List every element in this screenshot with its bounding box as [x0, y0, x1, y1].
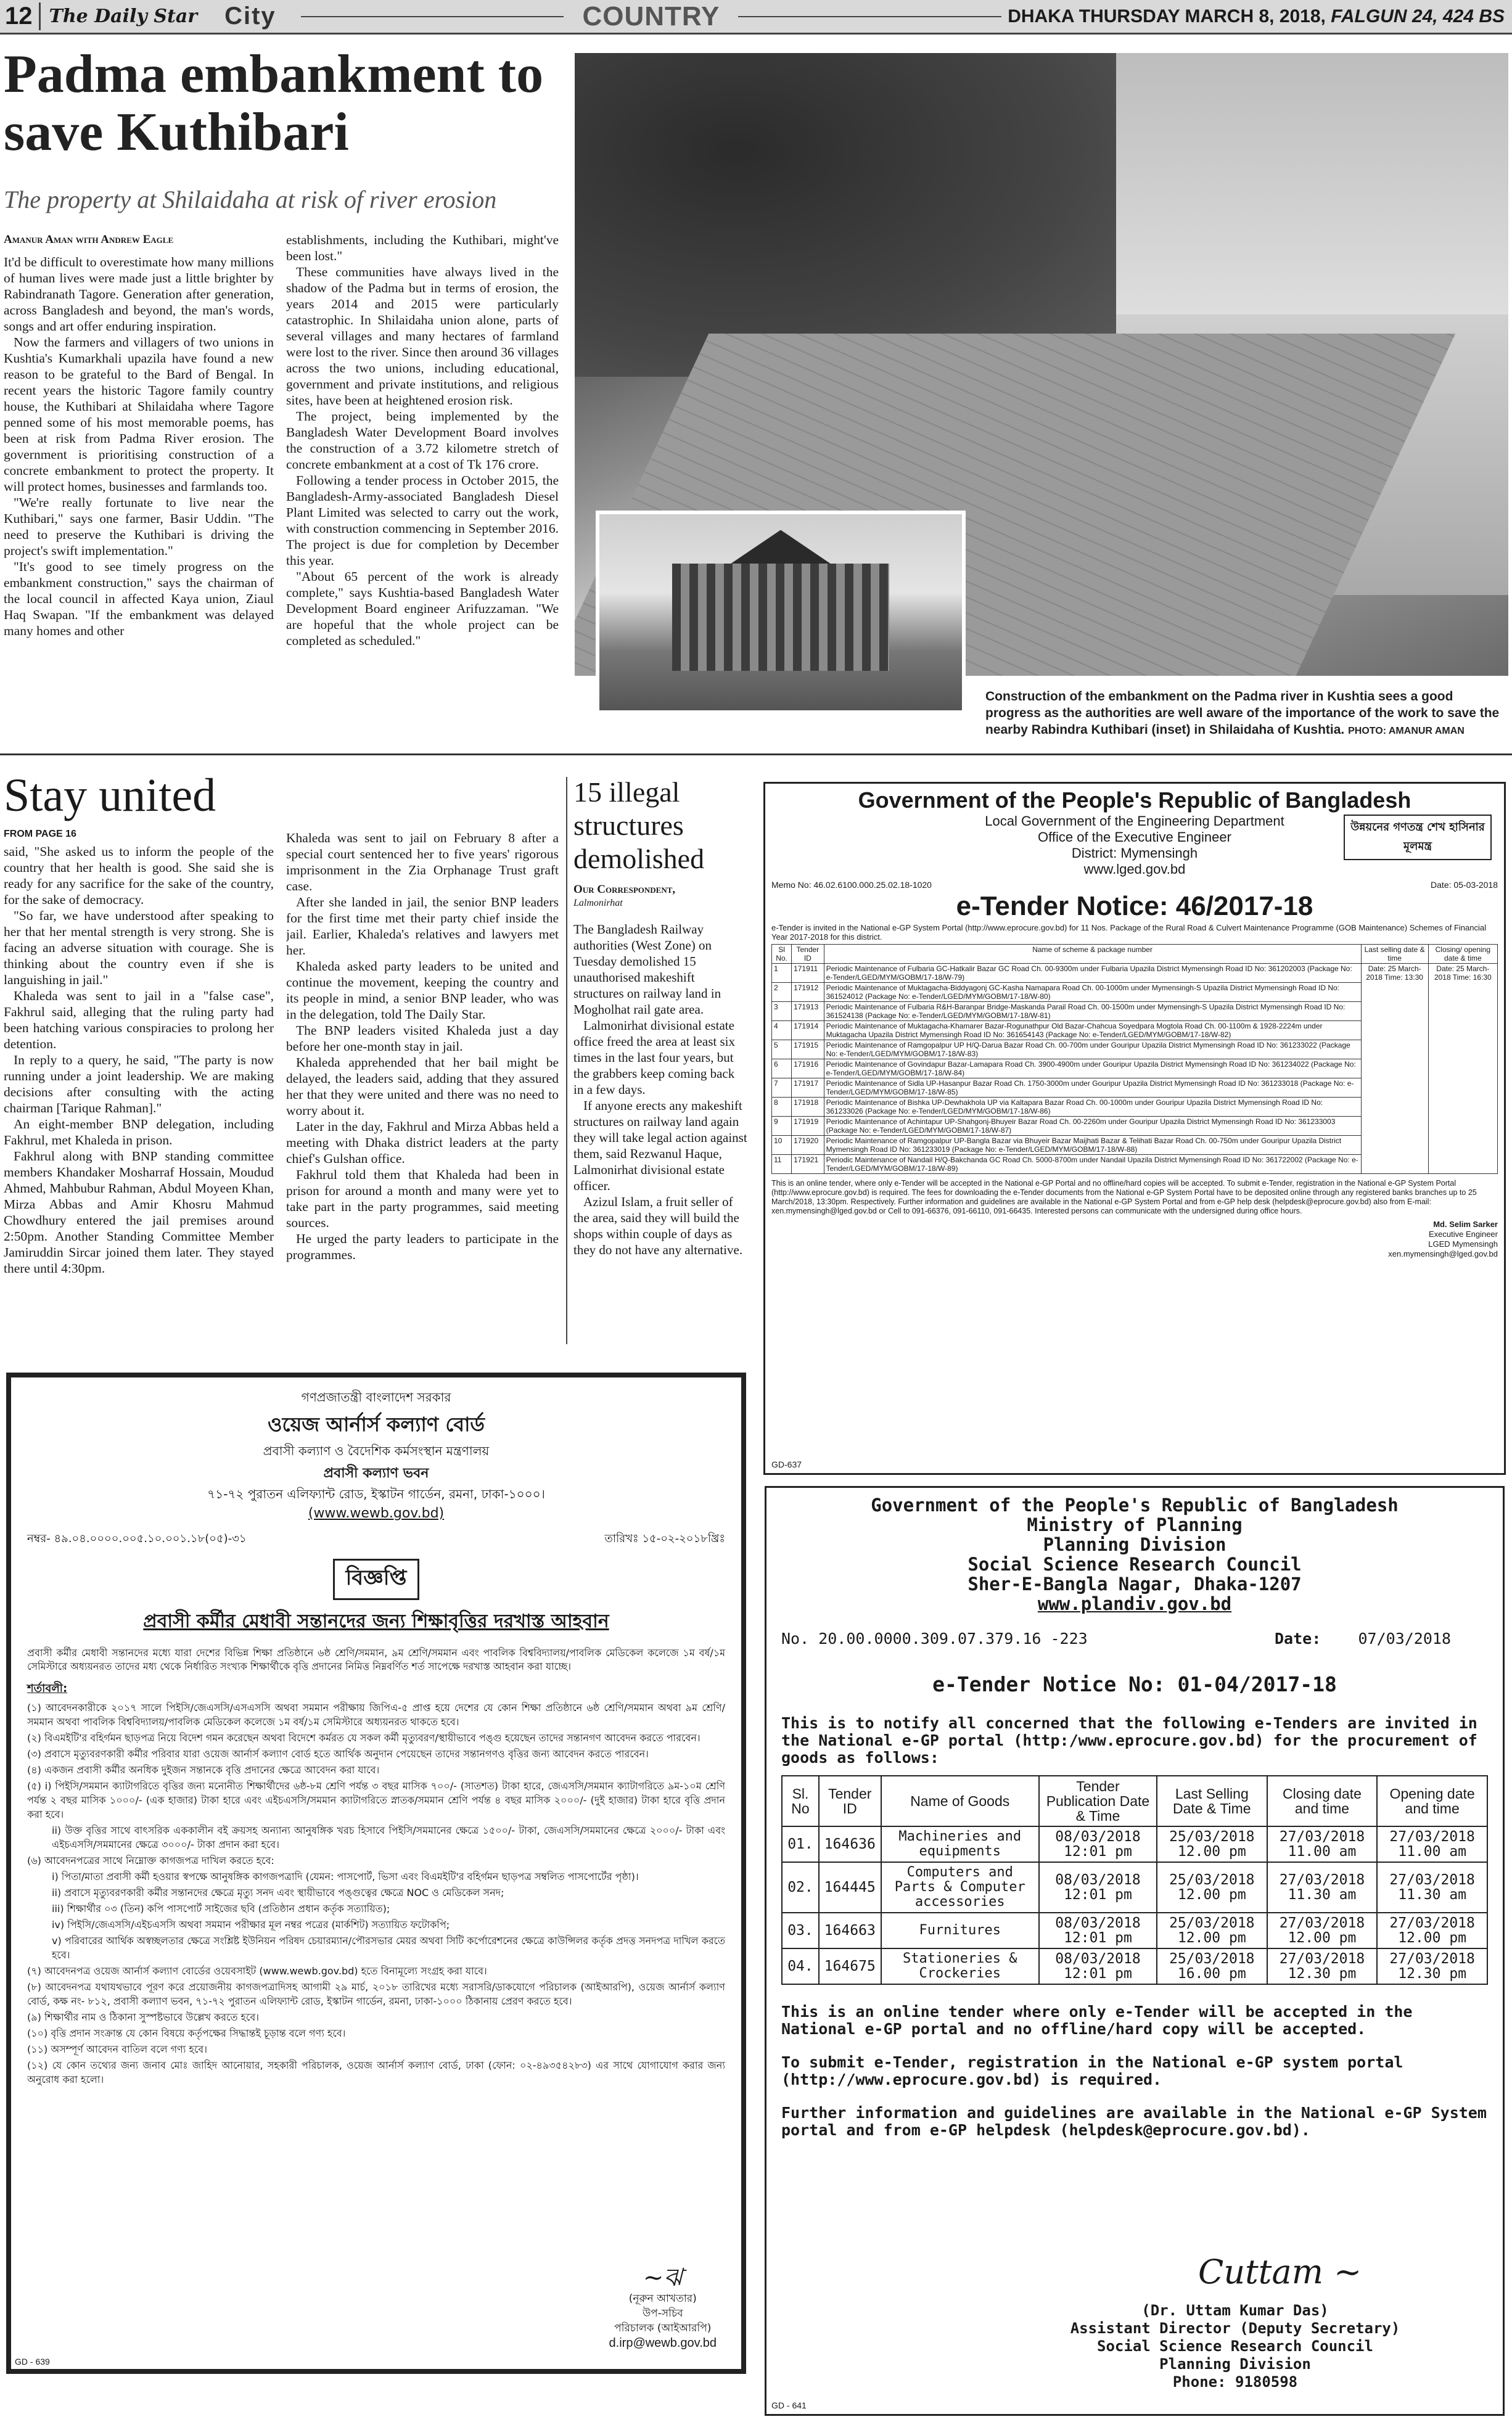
table-cell: 171913	[792, 1002, 824, 1021]
table-cell: 2	[772, 983, 792, 1002]
paragraph: "About 65 percent of the work is already complete," says Kushtia-based Bangladesh Water Development Board engineer Arifuzzaman. "We are hopeful that the whole project can be completed as scheduled."	[286, 569, 559, 648]
section-city: City	[224, 2, 276, 30]
condition-item: (১০) বৃত্তি প্রদান সংক্রান্ত যে কোন বিষয়ে কর্তৃপক্ষের সিদ্ধান্তই চূড়ান্ত বলে গণ্য হবে।	[27, 2027, 346, 2039]
table-cell: 25/03/2018 12.00 pm	[1157, 1862, 1267, 1913]
table-cell: Periodic Maintenance of Fulbaria GC-Hatkalir Bazar GC Road Ch. 00-9300m under Fulbaria Upazila District Mymensingh Road ID No: 361202003 (Package No: e-Tender/LGED/MYM/GOBM/17-18/W-79)	[824, 964, 1361, 983]
stay-column-2	[286, 830, 559, 1343]
table-row	[782, 1913, 1487, 1948]
table-cell: 08/03/2018 12:01 pm	[1039, 1913, 1157, 1948]
table-cell: 171919	[792, 1117, 824, 1136]
masthead: The Daily Star	[49, 6, 198, 27]
lged-memo: Memo No: 46.02.6100.000.25.02.18-1020	[771, 880, 932, 890]
column-header: Tender Publication Date & Time	[1039, 1776, 1157, 1826]
header-rule	[738, 16, 1001, 17]
condition-item: (৪) একজন প্রবাসী কর্মীর অনধিক দুইজন সন্তানকে বৃত্তি প্রদানের ক্ষেত্রে আবেদন করা যাবে।	[27, 1764, 380, 1776]
paragraph: Khaleda apprehended that her bail might be delayed, the leaders said, adding that they assured her that they were united and there was no need to worry about it.	[286, 1055, 559, 1118]
conditions-list	[27, 1699, 725, 2315]
paragraph: Now the farmers and villagers of two unions in Kushtia's Kumarkhali upazila have found a new reason to be grateful to the Bard of Bengal. In recent years the historic Tagore family country house, the Kuthibari at Shilaidaha where Tagore penned some of his most memorable poems, has been at risk from Padma River erosion. The government is prioritising construction of a concrete embankment to protect the property. It will protect homes, businesses and farmlands too.	[4, 335, 274, 494]
lged-gd-number: GD-637	[771, 1459, 802, 1469]
lged-footer-text: This is an online tender, where only e-Tender will be accepted in the National e-GP Portal and no offline/hard copies will be accepted. To submit e-Tender, registration in the National e-GP System Portal (http://www.eprocure.gov.bd) is required. The fees for downloading the e-Tender documents from the National e-GP System Portal have to be deposited online through any registered banks branches up to 25 March/2018, 13:30pm. Respectively. Further information and guidelines are available in the National e-GP System Portal and from e-GP help desk (helpdesk@eprocure.gov.bd) also from E-mail: xen.mymensingh@lged.gov.bd or Cell to 091-66376, 091-66110, 091-66435. Interested persons can communicate with the undersigned during office hours.	[771, 1179, 1477, 1215]
condition-item: (৫) i) পিইসি/সমমান ক্যাটাগরিতে বৃত্তির জন্য মনোনীত শিক্ষার্থীদের ৬ষ্ঠ-৮ম শ্রেণি পর্যন্ত ৩ বছর মাসিক ৭০০/- (সাতশত) টাকা হারে, জেএসসি/সমমান ক্যাটাগরিতে ৯ম-১০ম শ্রেণি পর্যন্ত ২ বছর মাসিক ১০০০/- (এক হাজার) টাকা হারে এবং এইচএসসি/সমমান ক্যাটাগরিতে স্নাতক/সমমান শ্রেণি পর্যন্ত ৪ বছর মাসিক ২০০০/- (দুই হাজার) টাকা হারে বৃত্তি প্রদান করা হবে।	[27, 1780, 725, 1820]
wewb-scholarship-notice	[6, 1373, 746, 2374]
paragraph: Following a tender process in October 2015, the Bangladesh-Army-associated Bangladesh Diesel Plant Limited was selected to carry out the work, with construction commencing in September 2016. The project is due for completion by December this year.	[286, 473, 559, 568]
table-cell: 8	[772, 1098, 792, 1117]
paragraph: Khaleda was sent to jail in a "false case", Fakhrul said, alleging that the ruling party had been hatching various conspiracies to prolong her detention.	[4, 988, 274, 1051]
table-cell: 171921	[792, 1155, 824, 1174]
column-rule	[566, 777, 567, 1344]
paragraph: After she landed in jail, the senior BNP leaders for the first time met their party chief inside the jail. Earlier, Khaleda's relatives and lawyers met her.	[286, 895, 559, 958]
wewb-url[interactable]: (www.wewb.gov.bd)	[308, 1506, 445, 1521]
column-header: Name of scheme & package number	[824, 945, 1361, 964]
ssrc-para-3: Further information and guidelines are available in the National e-GP System portal and from e-GP helpdesk (helpdesk@eprocure.gov.bd).	[781, 2104, 1487, 2139]
condition-item: (৬) আবেদনপত্রের সাথে নিম্নোক্ত কাগজপত্র দাখিল করতে হবে:	[27, 1855, 274, 1866]
kuthibari-inset-photo	[596, 511, 966, 714]
notice-heading: বিজ্ঞপ্তি	[333, 1559, 420, 1600]
table-cell: 171917	[792, 1078, 824, 1098]
issue-date: DHAKA THURSDAY MARCH 8, 2018, FALGUN 24, 424 BS	[1008, 6, 1505, 27]
column-header: Closing/ opening date & time	[1428, 945, 1497, 964]
table-cell: 171914	[792, 1021, 824, 1040]
table-cell: Periodic Maintenance of Achintapur UP-Shahgonj-Bhuyeir Bazar Road Ch. 00-2260m under Gouripur Upazila District Mymensingh Road ID No: 361233003 (Package No: e-Tender/LGED/MYM/GOBM/17-18/W-87)	[824, 1117, 1361, 1136]
ssrc-tender-notice	[765, 1486, 1505, 2416]
table-cell: Periodic Maintenance of Muktagacha-Khamarer Bazar-Rogunathpur Old Bazar-Chahcua Soyedpara Mogtola Road Ch. 00-1100m & 1928-2224m under Muktagacha Upazila District Mymensingh Road ID No: 361654143 (Package No: e-Tender/LGED/MYM/GOBM/17-18/W-82)	[824, 1021, 1361, 1040]
section-country: COUNTRY	[582, 1, 720, 31]
bn-signature: ~ঝ (নূরুন আখতার) উপ-সচিব পরিচালক (আইআরপি) d.irp@wewb.gov.bd	[609, 2264, 717, 2350]
paragraph: It'd be difficult to overestimate how many millions of human lives were made just a little brighter by Rabindranath Tagore. Generation after generation, across Bangladesh and beyond, the man's words, songs and art offer enduring inspiration.	[4, 255, 274, 334]
paragraph: Azizul Islam, a fruit seller of the area, said they will build the shops within couple of days as they do not have any alternative.	[573, 1194, 743, 1257]
divider	[0, 753, 1512, 755]
table-cell: 171911	[792, 964, 824, 983]
table-row	[782, 1948, 1487, 1984]
lead-headline: Padma embankment to save Kuthibari	[4, 44, 544, 162]
table-cell: Periodic Maintenance of Bishka UP-Dewhakhola UP via Kaltapara Bazar Road Ch. 00-1000m under Gouripur Upazila District Mymensingh Road ID No: 361233026 (Package No: e-Tender/LGED/MYM/GOBM/17-18/W-86)	[824, 1098, 1361, 1117]
table-cell: Date: 25 March-2018 Time: 13:30	[1361, 964, 1428, 1174]
ssrc-memo: No. 20.00.0000.309.07.379.16 -223	[781, 1630, 1088, 1648]
illegal-dateline: Lalmonirhat	[573, 898, 623, 908]
table-cell: Periodic Maintenance of Ramgopalpur UP H/Q-Darua Bazar Road Ch. 00-700m under Gouripur Upazila District Mymensingh Road ID No: 361233022 (Package No: e-Tender/LGED/MYM/GOBM/17-18/W-83)	[824, 1040, 1361, 1059]
table-cell: 08/03/2018 12:01 pm	[1039, 1948, 1157, 1984]
paragraph: The Bangladesh Railway authorities (West Zone) on Tuesday demolished 15 unauthorised makeshift structures on railway land in Mogholhat rail gate area.	[573, 922, 721, 1017]
ssrc-para-1: This is an online tender where only e-Tender will be accepted in the National e-GP portal and no offline/hard copy will be accepted.	[781, 2003, 1413, 2038]
paragraph: said, "She asked us to inform the people of the country that her health is good. She said she is ready for any sacrifice for the sake of the country, for the sake of democracy.	[4, 844, 274, 907]
table-cell: 25/03/2018 16.00 pm	[1157, 1948, 1267, 1984]
table-row	[772, 964, 1498, 983]
table-cell: 164675	[819, 1948, 881, 1984]
column-header: Tender ID	[792, 945, 824, 964]
handwritten-signature: Cuttam ~	[1198, 2252, 1362, 2291]
table-cell: 1	[772, 964, 792, 983]
paragraph: An eight-member BNP delegation, including Fakhrul, met Khaleda in prison.	[4, 1117, 274, 1147]
gov-line: গণপ্রজাতন্ত্রী বাংলাদেশ সরকার	[301, 1390, 451, 1405]
lged-title: Government of the People's Republic of Bangladesh	[858, 787, 1411, 813]
lged-notice-title: e-Tender Notice: 46/2017-18	[956, 891, 1313, 921]
table-cell: 03.	[782, 1913, 819, 1948]
condition-item: (২) বিএমইটি'র বহির্গমন ছাড়পত্র নিয়ে বিদেশ গমন করেছেন অথবা বিদেশে কর্মরত যে সকল কর্মী মৃত্যুবরণ/স্থায়ীভাবে পঙ্গু হয়েছেন তাদের সন্তানগণ আবেদন করতে পারবেন।	[27, 1732, 701, 1744]
paragraph: In reply to a query, he said, "The party is now running under a joint leadership. We are making decisions after consulting with the acting chairman [Tarique Rahman]."	[4, 1053, 274, 1115]
ssrc-gd-number: GD - 641	[771, 2400, 807, 2410]
paragraph: Fakhrul along with BNP standing committee members Khandaker Mosharraf Hossain, Moudud Ahmed, Mahbubur Rahman, Abdul Moyeen Khan, Mirza Abbas and Amir Khosru Mahmud Chowdhury entered the jail premises around 2:50pm. Another Standing Committee Member Jamiruddin Sircar joined them later. They stayed there until 4:30pm.	[4, 1149, 274, 1276]
table-cell: 11	[772, 1155, 792, 1174]
ssrc-intro: This is to notify all concerned that the following e-Tenders are invited in the National e-GP portal (http:/www.eprocure.gov.bd) for the procurement of goods as follows:	[781, 1714, 1477, 1767]
ssrc-table	[781, 1775, 1488, 1985]
table-cell: 171916	[792, 1059, 824, 1078]
illegal-byline: Our Correspondent,	[573, 883, 676, 896]
table-cell: 27/03/2018 11.00 am	[1267, 1826, 1378, 1862]
column-header: Last selling date & time	[1361, 945, 1428, 964]
table-cell: 10	[772, 1136, 792, 1155]
condition-item: (৮) আবেদনপত্র যথাযথভাবে পূরণ করে প্রয়োজনীয় কাগজপত্রাদিসহ আগামী ২৯ মার্চ, ২০১৮ তারিখের মধ্যে সরাসরি/ডাকযোগে পরিচালক (আইআরপি), ওয়েজ আর্নার্স কল্যাণ বোর্ড, কক্ষ নং- ৮১২, প্রবাসী কল্যাণ ভবন, ৭১-৭২ পুরাতন এলিফ্যান্ট রোড, ইস্কাটন গার্ডেন, রমনা, ঢাকা-১০০০ ঠিকানায় প্রেরণ করতে হবে।	[27, 1981, 725, 2007]
lged-signature: Md. Selim Sarker Executive Engineer LGED Mymensingh xen.mymensingh@lged.gov.bd	[1388, 1220, 1498, 1258]
lead-column-1	[4, 254, 274, 751]
table-cell: 25/03/2018 12.00 pm	[1157, 1913, 1267, 1948]
paragraph: Khaleda was sent to jail on February 8 after a special court sentenced her to five years' rigorous imprisonment in the Zia Orphanage Trust graft case.	[286, 831, 559, 893]
condition-item: iii) শিক্ষার্থীর ০৩ (তিন) কপি পাসপোর্ট সাইজের ছবি (প্রতিষ্ঠান প্রধান কর্তৃক সত্যায়িত);	[52, 1903, 390, 1915]
table-row	[782, 1826, 1487, 1862]
table-cell: 171920	[792, 1136, 824, 1155]
condition-item: (১১) অসম্পূর্ণ আবেদন বাতিল বলে গণ্য হবে।	[27, 2043, 207, 2055]
bn-intro: প্রবাসী কর্মীর মেধাবী সন্তানদের মধ্যে যারা দেশের বিভিন্ন শিক্ষা প্রতিষ্ঠানে ৬ষ্ঠ শ্রেণি/সমমান, ৯ম শ্রেণি/সমমান এবং পাবলিক বিশ্ববিদ্যালয়/পাবলিক মেডিকেল কলেজে ১ম বর্ষ/১ম সেমিস্টারে অধ্যয়নরত তাদের মধ্য থেকে নির্ধারিত সংখ্যক শিক্ষার্থীকে বৃত্তি প্রদানের নিমিত্ত নিম্নবর্ণিত শর্ত সাপেক্ষে দরখাস্ত আহবান করা যাচ্ছে।	[27, 1647, 725, 1672]
conditions-heading: শর্তাবলী:	[27, 1682, 68, 1695]
table-cell: 171912	[792, 983, 824, 1002]
column-header: Opening date and time	[1377, 1776, 1487, 1826]
column-header: Name of Goods	[881, 1776, 1039, 1826]
table-cell: Periodic Maintenance of Sidla UP-Hasanpur Bazar Road Ch. 1750-3000m under Gouripur Upazila District Mymensingh Road ID No: 361233018 (Package No: e-Tender/LGED/MYM/GOBM/17-18/W-85)	[824, 1078, 1361, 1098]
paragraph: He urged the party leaders to participate in the programmes.	[286, 1231, 559, 1262]
ministry-line: প্রবাসী কল্যাণ ও বৈদেশিক কর্মসংস্থান মন্ত্রণালয়	[263, 1443, 490, 1458]
stay-column-1	[4, 844, 274, 1343]
ssrc-header: Government of the People's Republic of Bangladesh Ministry of Planning Planning Division Social Science Research Council Sher-E-Bangla Nagar, Dhaka-1207 www.plandiv.gov.bd	[781, 1495, 1488, 1614]
condition-item: (১২) যে কোন তথ্যের জন্য জনাব মোঃ জাহিদ আনোয়ার, সহকারী পরিচালক, ওয়েজ আর্নার্স কল্যাণ বোর্ড, ঢাকা (ফোন: ০২-৪৯৩৫৪২৮৩) এর সাথে যোগাযোগ করার জন্য অনুরোধ করা হলো।	[27, 2059, 725, 2085]
table-cell: Periodic Maintenance of Muktagacha-Biddyagonj GC-Kasha Namapara Road Ch. 00-1000m under Mymensingh-S Upazila District Mymensingh Road ID No: 361524012 (Package No: e-Tender/LGED/MYM/GOBM/17-18/W-80)	[824, 983, 1361, 1002]
column-header: Last Selling Date & Time	[1157, 1776, 1267, 1826]
photo-credit: PHOTO: AMANUR AMAN	[1348, 726, 1465, 736]
lged-tender-notice	[763, 782, 1506, 1475]
table-cell: 25/03/2018 12.00 pm	[1157, 1826, 1267, 1862]
table-cell: Periodic Maintenance of Govindapur Bazar-Lamapara Road Ch. 3900-4900m under Gouripur Upazila District Mymensingh Road ID No: 361234022 (Package No: e-Tender/LGED/MYM/GOBM/17-18/W-84)	[824, 1059, 1361, 1078]
lged-date: Date: 05-03-2018	[1431, 880, 1498, 890]
paragraph: "It's good to see timely progress on the embankment construction," says the chairman of the local council in affected Kaya union, Ziaul Haq Swapan. "If the embankment was delayed many homes and other	[4, 559, 274, 638]
table-cell: Periodic Maintenance of Nandail H/Q-Bakchanda GC Road Ch. 5000-8700m under Nandail Upazila District Mymensingh Road ID No: 361722002 (Package No: e-Tender/LGED/MYM/GOBM/17-18/W-89)	[824, 1155, 1361, 1174]
table-cell: 01.	[782, 1826, 819, 1862]
column-header: Closing date and time	[1267, 1776, 1378, 1826]
table-row	[782, 1862, 1487, 1913]
illegal-body	[573, 921, 747, 1347]
paragraph: The project, being implemented by the Bangladesh Water Development Board involves the construction of a 3.72 kilometre stretch of concrete embankment at a cost of Tk 176 crore.	[286, 409, 559, 472]
stay-headline: Stay united	[4, 770, 216, 821]
table-cell: 27/03/2018 12.00 pm	[1267, 1913, 1378, 1948]
condition-item: v) পরিবারের আর্থিক অস্বচ্ছলতার ক্ষেত্রে সংশ্লিষ্ট ইউনিয়ন পরিষদ চেয়ারম্যান/পৌরসভার মেয়র অথবা সিটি কর্পোরেশনের ক্ষেত্রে কাউন্সিলর কর্তৃক প্রদত্ত সনদপত্র দাখিল করতে হবে।	[52, 1935, 725, 1961]
lged-office: Local Government of the Engineering Department Office of the Executive Engineer District: Mymensingh www.lged.gov.bd	[985, 813, 1284, 877]
ssrc-para-2: To submit e-Tender, registration in the National e-GP system portal (http://www.eprocure.gov.bd) is required.	[781, 2053, 1403, 2088]
lged-table	[771, 944, 1498, 1174]
condition-item: i) পিতা/মাতা প্রবাসী কর্মী হওয়ার স্বপক্ষে আনুষঙ্গিক কাগজপত্রাদি (যেমন: পাসপোর্ট, ভিসা এবং বিএমইটি'র বহির্গমন ছাড়পত্র সম্বলিত পাসপোর্টের পৃষ্ঠা)।	[52, 1871, 639, 1882]
condition-item: iv) পিইসি/জেএসসি/এইচএসসি অথবা সমমান পরীক্ষার মূল নম্বর পত্রের (মার্কশিট) সত্যায়িত ফটোকপি;	[52, 1919, 450, 1931]
paragraph: "So far, we have understood after speaking to her that her mental strength is very strong. She is facing an adverse situation with courage. She is thinking about the country even if she is languishing in jail."	[4, 908, 274, 987]
table-cell: 5	[772, 1040, 792, 1059]
lged-intro: e-Tender is invited in the National e-GP System Portal (http://www.eprocure.gov.bd) for 11 Nos. Package of the Rural Road & Culvert Maintenance Programme (GOB Maintenance) Schemes of Financial Year 2017-2018 for this district.	[771, 923, 1486, 942]
condition-item: ii) প্রবাসে মৃত্যুবরণকারী কর্মীর সন্তানদের ক্ষেত্রে মৃত্যু সনদ এবং স্থায়ীভাবে পঙ্গুত্বের ক্ষেত্রে NOC ও মেডিকেল সনদ;	[52, 1887, 504, 1899]
paragraph: The BNP leaders visited Khaleda just a day before her one-month stay in jail.	[286, 1023, 559, 1054]
page-number: 12	[0, 2, 41, 30]
table-cell: 08/03/2018 12:01 pm	[1039, 1862, 1157, 1913]
page-header	[0, 0, 1512, 35]
paragraph: Later in the day, Fakhrul and Mirza Abbas held a meeting with Dhaka district leaders at the party chief's Gulshan office.	[286, 1119, 559, 1166]
condition-item: (১) আবেদনকারীকে ২০১৭ সালে পিইসি/জেএসসি/এসএসসি অথবা সমমান পরীক্ষায় জিপিএ-৫ প্রাপ্ত হয়ে দেশের যে কোন শিক্ষা প্রতিষ্ঠানে ৬ষ্ঠ শ্রেণি/সমমান অথবা ৯ম শ্রেণি/সমমান অথবা পাবলিক বিশ্ববিদ্যালয়/পাবলিক মেডিকেল কলেজে ১ম বর্ষ/১ম সেমিস্টারে অধ্যয়নরত থাকতে হবে।	[27, 1702, 725, 1728]
table-cell: 7	[772, 1078, 792, 1098]
table-cell: 9	[772, 1117, 792, 1136]
column-header: Tender ID	[819, 1776, 881, 1826]
paragraph: If anyone erects any makeshift structures on railway land again they will take legal action against them, said Rezwanul Haque, Lalmonirhat divisional estate officer.	[573, 1098, 747, 1193]
table-cell: Computers and Parts & Computer accessories	[881, 1862, 1039, 1913]
photo-caption: Construction of the embankment on the Padma river in Kushtia sees a good progress as the authorities are well aware of the importance of the work to save the nearby Rabindra Kuthibari (inset) in Shilaidaha of Kushtia. PHOTO: AMANUR AMAN	[985, 689, 1500, 737]
table-cell: Date: 25 March-2018 Time: 16:30	[1428, 964, 1497, 1174]
office-line: প্রবাসী কল্যাণ ভবন	[323, 1466, 429, 1481]
table-cell: 27/03/2018 11.00 am	[1377, 1826, 1487, 1862]
header-rule	[301, 16, 564, 17]
table-cell: 27/03/2018 12.30 pm	[1377, 1948, 1487, 1984]
condition-item: (৭) আবেদনপত্র ওয়েজ আর্নার্স কল্যাণ বোর্ডের ওয়েবসাইট (www.wewb.gov.bd) হতে বিনামূল্যে সংগ্রহ করা যাবে।	[27, 1965, 487, 1977]
bn-memo: নম্বর- ৪৯.০৪.০০০০.০০৫.১০.০০১.১৮(০৫)-৩১	[27, 1532, 247, 1545]
table-cell: 02.	[782, 1862, 819, 1913]
board-name: ওয়েজ আর্নার্স কল্যাণ বোর্ড	[268, 1413, 485, 1436]
table-cell: Furnitures	[881, 1913, 1039, 1948]
ssrc-url[interactable]: www.plandiv.gov.bd	[1037, 1593, 1232, 1614]
condition-item: (৯) শিক্ষার্থীর নাম ও ঠিকানা সুস্পষ্টভাবে উল্লেখ করতে হবে।	[27, 2011, 260, 2023]
table-cell: Periodic Maintenance of Fulbaria R&H-Baranpar Bridge-Maskanda Parail Road Ch. 00-1500m under Mymensingh-S Upazila District Mymensingh Road ID No: 361524138 (Package No: e-Tender/LGED/MYM/GOBM/17-18/W-81)	[824, 1002, 1361, 1021]
jump-line: FROM PAGE 16	[4, 829, 76, 839]
paragraph: Khaleda asked party leaders to be united and continue the movement, keeping the country and its people in mind, a senior BNP leader, who was in the delegation, told The Daily Star.	[286, 959, 559, 1022]
table-cell: Machineries and equipments	[881, 1826, 1039, 1862]
table-cell: 27/03/2018 11.30 am	[1267, 1862, 1378, 1913]
table-cell: 27/03/2018 11.30 am	[1377, 1862, 1487, 1913]
paragraph: These communities have always lived in the shadow of the Padma but in terms of erosion, the years 2014 and 2015 were particularly catastrophic. In Shilaidaha union alone, parts of several villages and many hectares of farmland were lost to the river. Since then around 36 villages across the two unions, including educational, government and private institutions, and religious sites, have been at heightened erosion risk.	[286, 265, 559, 408]
paragraph: establishments, including the Kuthibari, might've been lost."	[286, 232, 559, 263]
paragraph: "We're really fortunate to live near the Kuthibari," says one farmer, Basir Uddin. "The need to preserve the Kuthibari is driving the project's swift implementation."	[4, 495, 274, 558]
bn-gd-number: GD - 639	[15, 2357, 50, 2367]
table-cell: 171915	[792, 1040, 824, 1059]
paragraph: Fakhrul told them that Khaleda had been in prison for around a month and many were yet to take part in the party programmes, said meeting sources.	[286, 1167, 559, 1230]
condition-item: (৩) প্রবাসে মৃত্যুবরণকারী কর্মীর পরিবার যারা ওয়েজ আর্নার্স কল্যাণ বোর্ড হতে আর্থিক অনুদান পেয়েছেন তাদের সন্তানগণও বৃত্তির জন্য আবেদন করতে পারবেন।	[27, 1748, 649, 1760]
lead-deck: The property at Shilaidaha at risk of river erosion	[4, 186, 497, 213]
table-cell: 171918	[792, 1098, 824, 1117]
table-cell: 4	[772, 1021, 792, 1040]
table-cell: 04.	[782, 1948, 819, 1984]
condition-item: ii) উক্ত বৃত্তির সাথে বাৎসরিক এককালীন বই ক্রয়সহ অন্যান্য আনুষঙ্গিক খরচ হিসাবে পিইসি/সমমানের ক্ষেত্রে ১৫০০/- টাকা, জেএসসি/সমমানের ক্ষেত্রে ২০০০/- টাকা এবং এইচএসসি/সমমানের ক্ষেত্রে ৩০০০/- টাকা প্রদান করা হবে।	[52, 1825, 725, 1850]
table-cell: 27/03/2018 12.30 pm	[1267, 1948, 1378, 1984]
lead-byline: Amanur Aman with Andrew Eagle	[4, 233, 174, 246]
table-cell: 27/03/2018 12.00 pm	[1377, 1913, 1487, 1948]
table-cell: 164636	[819, 1826, 881, 1862]
table-cell: 164445	[819, 1862, 881, 1913]
bn-date: তারিখঃ ১৫-০২-২০১৮খ্রিঃ	[604, 1532, 725, 1545]
ssrc-date: Date: 07/03/2018	[1275, 1630, 1451, 1648]
table-cell: 164663	[819, 1913, 881, 1948]
paragraph: Lalmonirhat divisional estate office freed the area at least six times in the last four years, but the grabbers keep coming back in a few days.	[573, 1018, 735, 1097]
lead-column-2	[286, 232, 559, 751]
column-header: Sl. No	[782, 1776, 819, 1826]
table-cell: Stationeries & Crockeries	[881, 1948, 1039, 1984]
notice-subject: প্রবাসী কর্মীর মেধাবী সন্তানদের জন্য শিক্ষাবৃত্তির দরখাস্ত আহবান	[143, 1611, 609, 1632]
slogan-box: উন্নয়নের গণতন্ত্র শেখ হাসিনার মূলমন্ত্র	[1344, 815, 1492, 860]
table-cell: 08/03/2018 12:01 pm	[1039, 1826, 1157, 1862]
table-cell: 6	[772, 1059, 792, 1078]
ssrc-notice-title: e-Tender Notice No: 01-04/2017-18	[932, 1672, 1337, 1696]
ssrc-signature: (Dr. Uttam Kumar Das) Assistant Director (Deputy Secretary) Social Science Research Council Planning Division Phone: 9180598	[1070, 2302, 1400, 2391]
column-header: Sl No.	[772, 945, 792, 964]
table-cell: Periodic Maintenance of Ramgopalpur UP-Bangla Bazar via Bhuyeir Bazar Maijhati Bazar & Telihati Bazar Road Ch. 00-750m under Gouripur Upazila District Mymensingh Road ID No: 361233019 (Package No: e-Tender/LGED/MYM/GOBM/17-18/W-88)	[824, 1136, 1361, 1155]
address-line: ৭১-৭২ পুরাতন এলিফ্যান্ট রোড, ইস্কাটন গার্ডেন, রমনা, ঢাকা-১০০০।	[207, 1487, 545, 1501]
table-cell: 3	[772, 1002, 792, 1021]
illegal-headline: 15 illegal structures demolished	[573, 776, 705, 874]
